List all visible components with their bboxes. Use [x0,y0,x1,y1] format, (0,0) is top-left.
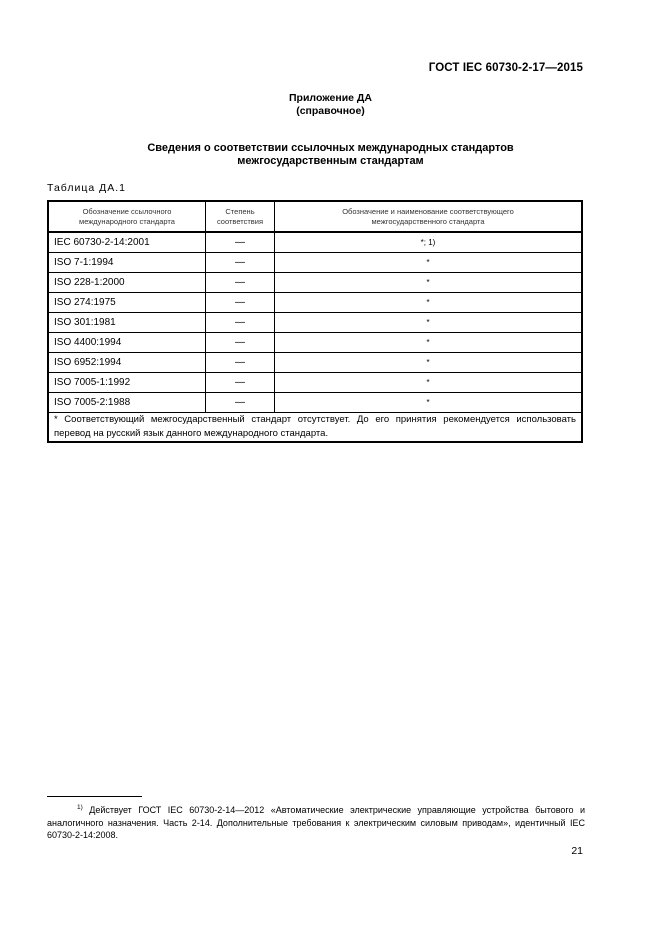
header-reference-standard: Обозначение ссылочного международного стандарта [48,201,206,232]
cell-national: * [275,373,583,393]
cell-degree: — [206,393,275,413]
header-national-standard: Обозначение и наименование соответствующего межгосударственного стандарта [275,201,583,232]
cell-national: * [275,293,583,313]
table-row [48,393,582,413]
table-row [48,232,582,253]
cell-national: * [275,313,583,333]
cell-degree: — [206,232,275,253]
table-header-row [48,201,582,232]
document-code: ГОСТ IEC 60730-2-17—2015 [428,62,583,74]
cell-standard: ISO 301:1981 [48,313,206,333]
cell-national: *; 1) [275,232,583,253]
table-row [48,293,582,313]
correspondence-table [47,200,583,443]
table-caption: Таблица ДА.1 [47,182,126,194]
table-note-row [48,413,582,443]
table-note: * Соответствующий межгосударственный стандарт отсутствует. До его принятия рекомендуется использовать перевод на русский язык данного международного стандарта. [48,413,582,443]
appendix-subtitle: (справочное) [296,105,365,117]
header-degree: Степень соответствия [206,201,275,232]
cell-standard: ISO 6952:1994 [48,353,206,373]
footnote-divider [47,796,142,797]
cell-standard: ISO 274:1975 [48,293,206,313]
cell-degree: — [206,333,275,353]
table-row [48,273,582,293]
cell-standard: IEC 60730-2-14:2001 [48,232,206,253]
cell-degree: — [206,293,275,313]
cell-standard: ISO 228-1:2000 [48,273,206,293]
table-row [48,253,582,273]
appendix-title: Приложение ДА [289,92,372,104]
table-row [48,333,582,353]
cell-national: * [275,333,583,353]
cell-degree: — [206,273,275,293]
cell-national: * [275,273,583,293]
page-number: 21 [571,845,583,857]
footnote-mark: 1) [77,804,83,811]
cell-national: * [275,393,583,413]
cell-standard: ISO 7-1:1994 [48,253,206,273]
cell-degree: — [206,353,275,373]
section-title-line1: Сведения о соответствии ссылочных международных стандартов [147,142,514,154]
section-title-line2: межгосударственным стандартам [237,155,424,167]
table-row [48,373,582,393]
appendix-heading [0,92,661,118]
cell-standard: ISO 4400:1994 [48,333,206,353]
cell-standard: ISO 7005-1:1992 [48,373,206,393]
footnote [47,802,585,842]
cell-national: * [275,353,583,373]
cell-degree: — [206,373,275,393]
section-title [0,142,661,168]
cell-standard: ISO 7005-2:1988 [48,393,206,413]
cell-degree: — [206,313,275,333]
cell-national: * [275,253,583,273]
cell-degree: — [206,253,275,273]
table-row [48,353,582,373]
table-row [48,313,582,333]
footnote-text: Действует ГОСТ IEC 60730-2-14—2012 «Автоматические электрические управляющие устройства бытового и аналогичного назначения. Часть 2-14. Дополнительные требования к электрическим силовым приводам», идентичный IEC 60730-2-14:2008. [47,805,585,840]
